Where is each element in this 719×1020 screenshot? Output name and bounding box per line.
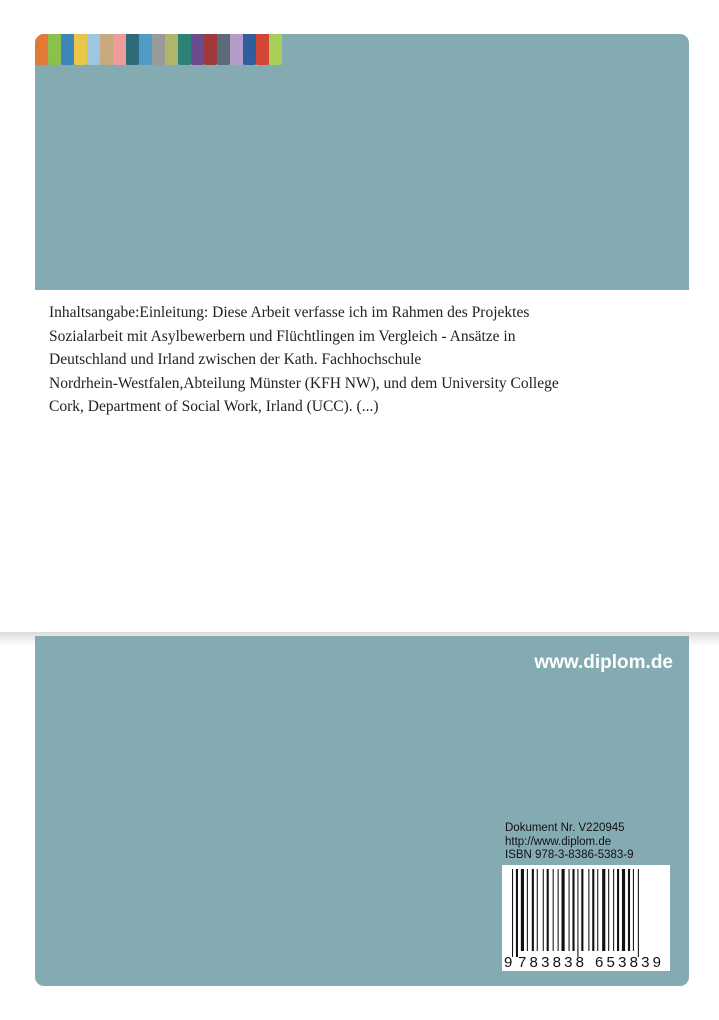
barcode-bar <box>537 869 538 951</box>
barcode-bar <box>562 869 565 951</box>
color-stripe <box>139 34 152 65</box>
document-url[interactable]: http://www.diplom.de <box>505 835 612 848</box>
color-stripe <box>48 34 61 65</box>
barcode-bar <box>581 869 583 951</box>
barcode-bar <box>516 869 518 957</box>
isbn-number: ISBN 978-3-8386-5383-9 <box>505 849 634 861</box>
barcode-digit-lead: 9 <box>504 954 513 971</box>
barcode-bar <box>532 869 534 951</box>
color-stripe <box>87 34 100 65</box>
book-description: Inhaltsangabe:Einleitung: Diese Arbeit verfasse ich im Rahmen des Projektes Sozialarbeit mit Asylbewerbern und Flüchtlingen im Vergleich - Ansätze in Deutschland und Irland zwischen der Kath. Fachhochschule Nordrhein-Westfalen,Abteilung Münster (KFH NW), und dem University College Cork, Department of Social Work, Irland (UCC). (...) <box>49 304 559 415</box>
barcode-bar <box>553 869 554 951</box>
barcode-bar <box>558 869 559 951</box>
barcode-bar <box>638 869 639 957</box>
barcode-bar <box>613 869 614 951</box>
document-info <box>505 822 634 863</box>
barcode-bar <box>547 869 549 951</box>
color-stripe <box>74 34 87 65</box>
barcode-bar <box>521 869 524 951</box>
barcode-bar <box>608 869 609 951</box>
barcode-bar <box>592 869 594 951</box>
color-stripe <box>256 34 269 65</box>
cover-bottom-panel <box>35 636 689 986</box>
barcode-bar <box>628 869 630 951</box>
color-stripe <box>61 34 74 65</box>
color-stripe <box>100 34 113 65</box>
barcode-bar <box>577 869 578 957</box>
color-stripes <box>35 34 282 65</box>
color-stripe <box>243 34 256 65</box>
color-stripe <box>152 34 165 65</box>
barcode-bar <box>622 869 625 951</box>
isbn-barcode <box>502 865 670 971</box>
barcode-bar <box>617 869 619 951</box>
publisher-website[interactable]: www.diplom.de <box>534 652 673 673</box>
barcode-bar <box>512 869 513 957</box>
color-stripe <box>191 34 204 65</box>
barcode-bar <box>588 869 589 951</box>
color-stripe <box>165 34 178 65</box>
barcode-bar <box>633 869 634 951</box>
cover-top-panel <box>35 34 689 290</box>
color-stripe <box>269 34 282 65</box>
barcode-digits-left: 783838 <box>518 954 584 971</box>
color-stripe <box>178 34 191 65</box>
barcode-digits-right: 653839 <box>595 954 661 971</box>
barcode-bar <box>543 869 544 951</box>
color-stripe <box>204 34 217 65</box>
barcode-bar <box>569 869 570 951</box>
color-stripe <box>230 34 243 65</box>
barcode-bar <box>602 869 605 951</box>
color-stripe <box>217 34 230 65</box>
document-number: Dokument Nr. V220945 <box>505 822 625 834</box>
barcode-bar <box>597 869 598 951</box>
color-stripe <box>113 34 126 65</box>
barcode-bar <box>527 869 528 951</box>
color-stripe <box>35 34 48 65</box>
color-stripe <box>126 34 139 65</box>
barcode-bar <box>572 869 574 951</box>
